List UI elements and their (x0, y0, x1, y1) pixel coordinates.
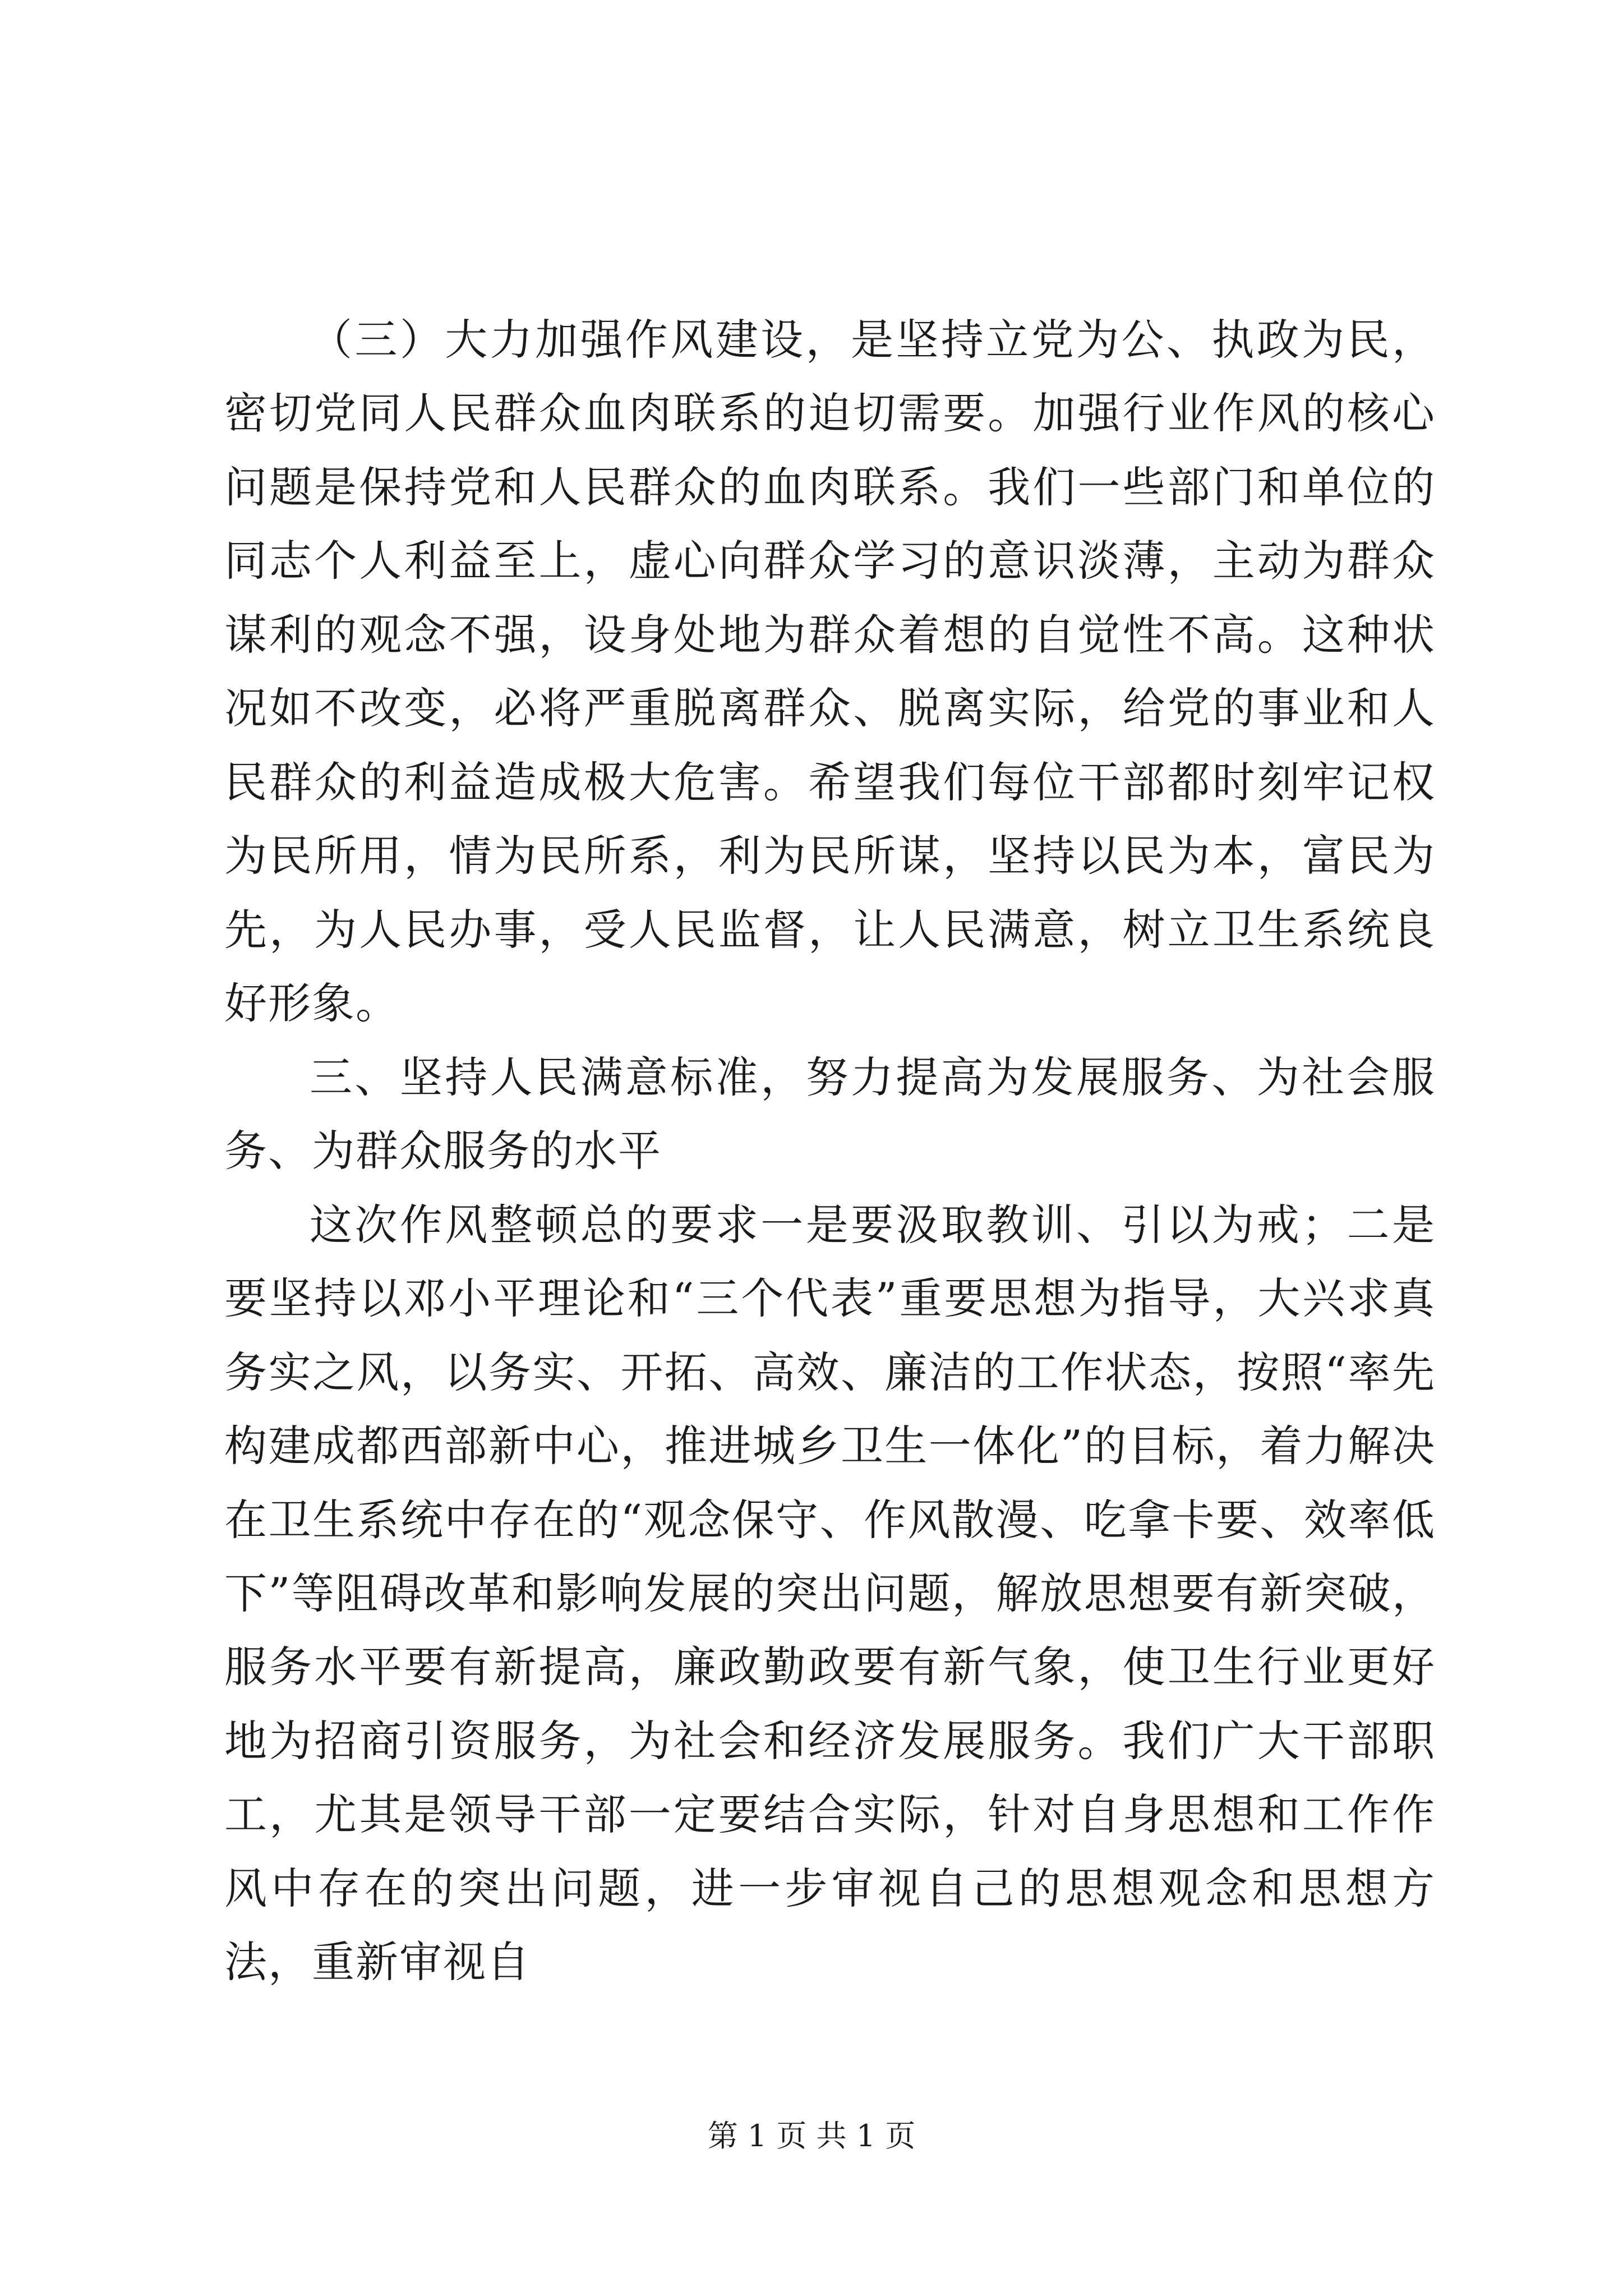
page-footer: 第 1 页 共 1 页 (707, 2118, 916, 2154)
section-heading-three: 三、坚持人民满意标准，努力提高为发展服务、为社会服务、为群众服务的水平 (224, 1052, 1436, 1176)
paragraph-work-style: （三）大力加强作风建设，是坚持立党为公、执政为民，密切党同人民群众血肉联系的迫切需要。加强行业作风的核心问题是保持党和人民群众的血肉联系。我们一些部门和单位的同志个人利益至上，虚心向群众学习的意识淡薄，主动为群众谋利的观念不强，设身处地为群众着想的自觉性不高。这种状况如不改变，必将严重脱离群众、脱离实际，给党的事业和人民群众的利益造成极大危害。希望我们每位干部都时刻牢记权为民所用，情为民所系，利为民所谋，坚持以民为本，富民为先，为人民办事，受人民监督，让人民满意，树立卫生系统良好形象。 (224, 315, 1436, 1029)
document-body (224, 303, 1436, 1999)
paragraph-rectification: 这次作风整顿总的要求一是要汲取教训、引以为戒；二是要坚持以邓小平理论和“三个代表”重要思想为指导，大兴求真务实之风，以务实、开拓、高效、廉洁的工作状态，按照“率先构建成都西部新中心，推进城乡卫生一体化”的目标，着力解决在卫生系统中存在的“观念保守、作风散漫、吃拿卡要、效率低下”等阻碍改革和影响发展的突出问题，解放思想要有新突破，服务水平要有新提高，廉政勤政要有新气象，使卫生行业更好地为招商引资服务，为社会和经济发展服务。我们广大干部职工，尤其是领导干部一定要结合实际，针对自身思想和工作作风中存在的突出问题，进一步审视自己的思想观念和思想方法，重新审视自 (224, 1199, 1436, 1987)
